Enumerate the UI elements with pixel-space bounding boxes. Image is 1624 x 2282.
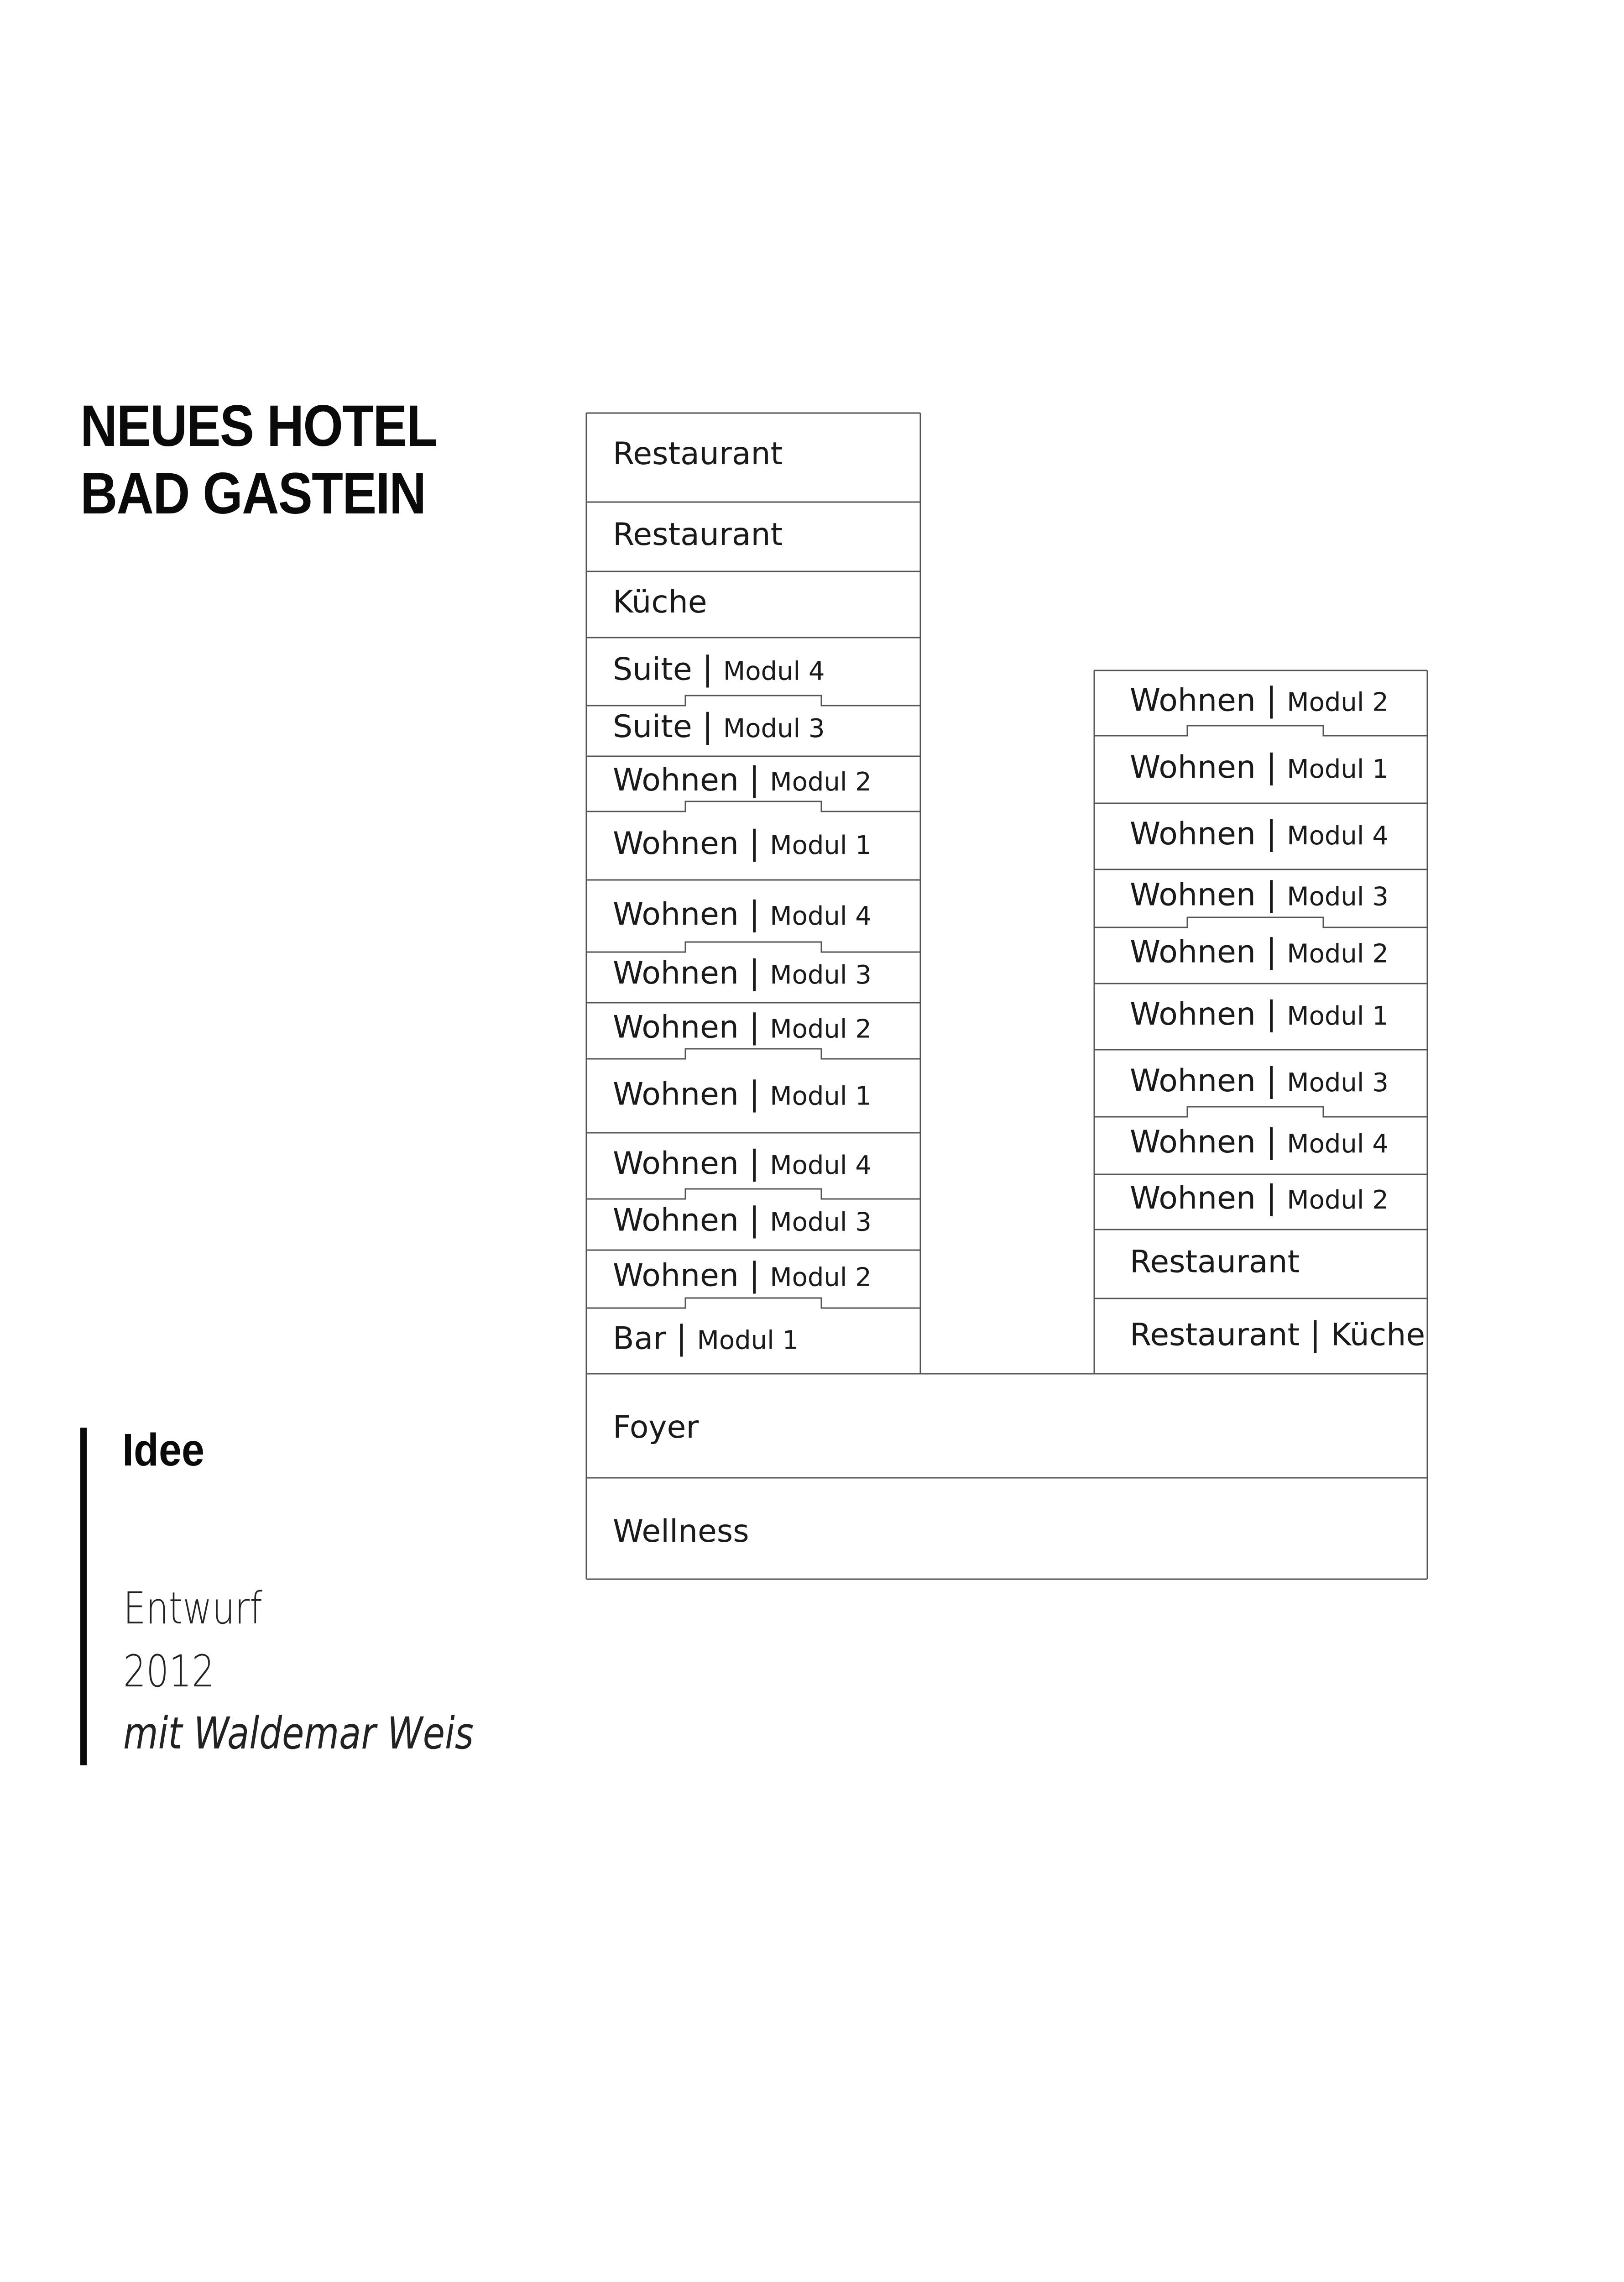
left-floor-label: Wohnen | Modul 2 [613, 1007, 872, 1046]
left-floor-label: Bar | Modul 1 [613, 1318, 799, 1357]
right-floor-divider [1094, 1107, 1427, 1117]
left-floor-divider [586, 1189, 920, 1199]
right-floor-label: Wohnen | Modul 1 [1130, 747, 1389, 785]
right-floor-label: Wohnen | Modul 2 [1130, 932, 1389, 970]
base-floor-label: Foyer [613, 1409, 699, 1445]
title-line-2: BAD GASTEIN [80, 461, 426, 526]
right-floor-label: Wohnen | Modul 1 [1130, 994, 1389, 1032]
left-floor-label: Wohnen | Modul 2 [613, 1255, 872, 1294]
left-floor-label: Restaurant [613, 517, 783, 553]
base-floor-label: Wellness [613, 1513, 749, 1549]
right-floor-label: Restaurant [1130, 1244, 1300, 1280]
right-floor-label: Wohnen | Modul 2 [1130, 1178, 1389, 1217]
left-floor-label: Wohnen | Modul 3 [613, 953, 872, 991]
right-floor-label: Wohnen | Modul 3 [1130, 1061, 1389, 1099]
right-floor-label: Wohnen | Modul 4 [1130, 813, 1389, 852]
left-floor-label: Suite | Modul 4 [613, 649, 825, 688]
right-floor-label: Wohnen | Modul 4 [1130, 1122, 1389, 1161]
section-heading: Idee [122, 1424, 205, 1476]
left-floor-label: Küche [613, 584, 707, 620]
right-floor-label: Restaurant | Küche [1130, 1314, 1426, 1353]
left-floor-label: Wohnen | Modul 4 [613, 1143, 872, 1182]
left-floor-label: Restaurant [613, 436, 783, 472]
left-floor-label: Wohnen | Modul 1 [613, 823, 872, 862]
title-line-1: NEUES HOTEL [80, 393, 437, 459]
left-floor-divider [586, 942, 920, 952]
left-floor-divider [586, 696, 920, 706]
project-type: Entwurf [123, 1583, 262, 1634]
left-floor-divider [586, 1049, 920, 1059]
left-floor-label: Wohnen | Modul 4 [613, 894, 872, 932]
left-floor-label: Wohnen | Modul 3 [613, 1200, 872, 1239]
left-floor-divider [586, 1298, 920, 1308]
project-year: 2012 [123, 1646, 215, 1697]
project-credit: mit Waldemar Weis [123, 1708, 474, 1759]
left-floor-label: Wohnen | Modul 1 [613, 1074, 872, 1113]
left-floor-divider [586, 801, 920, 811]
right-floor-label: Wohnen | Modul 2 [1130, 680, 1389, 719]
right-floor-divider [1094, 917, 1427, 927]
right-floor-label: Wohnen | Modul 3 [1130, 874, 1389, 913]
left-floor-label: Suite | Modul 3 [613, 706, 825, 745]
left-floor-label: Wohnen | Modul 2 [613, 760, 872, 799]
right-floor-divider [1094, 726, 1427, 736]
